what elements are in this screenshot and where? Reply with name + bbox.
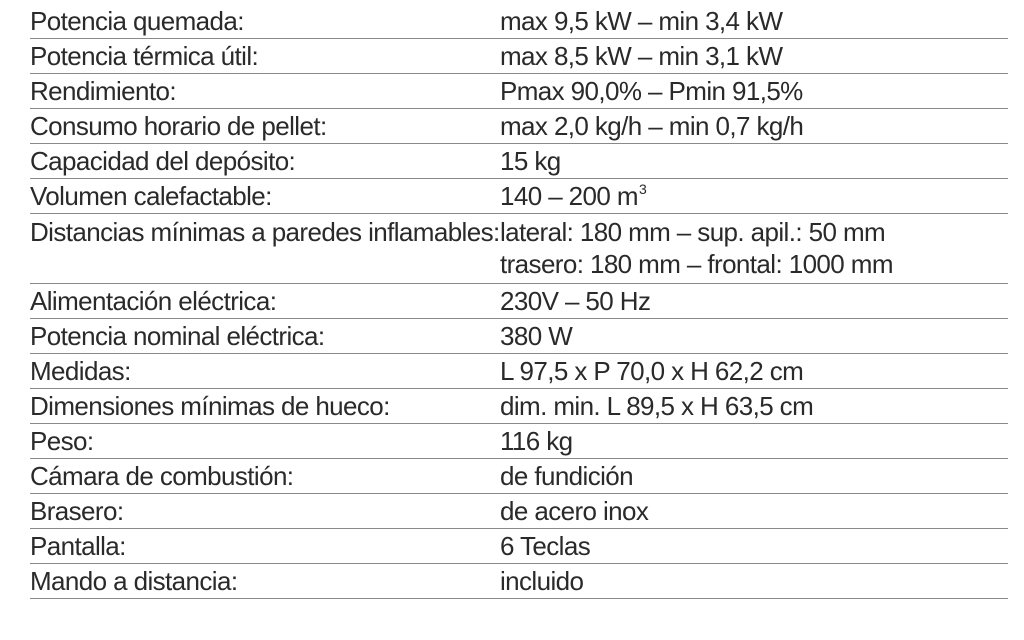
spec-row-capacidad [30,144,1008,179]
spec-value: max 8,5 kW – min 3,1 kW [500,41,783,71]
spec-label: Pantalla: [30,531,126,561]
spec-label: Brasero: [30,496,124,526]
spec-value: 230V – 50 Hz [500,286,651,316]
spec-value: 380 W [500,321,573,351]
spec-label: Alimentación eléctrica: [30,286,277,316]
spec-value: L 97,5 x P 70,0 x H 62,2 cm [500,356,804,386]
spec-row-alimentacion [30,284,1008,319]
spec-label: Medidas: [30,356,131,386]
spec-value: max 9,5 kW – min 3,4 kW [500,6,783,36]
spec-row-dimensiones-hueco [30,389,1008,424]
spec-label: Potencia nominal eléctrica: [30,321,325,351]
spec-row-potencia-nominal [30,319,1008,354]
spec-value: 15 kg [500,146,561,176]
spec-label: Dimensiones mínimas de hueco: [30,391,390,421]
spec-label: Capacidad del depósito: [30,146,296,176]
spec-label: Peso: [30,426,94,456]
spec-row-distancias [30,214,1008,284]
spec-row-pantalla [30,529,1008,564]
spec-value: incluido [500,566,584,596]
spec-value [500,216,1008,283]
spec-label: Cámara de combustión: [30,461,294,491]
spec-label: Mando a distancia: [30,566,238,596]
spec-value-line-2: trasero: 180 mm – frontal: 1000 mm [500,249,893,279]
spec-value: 6 Teclas [500,531,591,561]
spec-label: Potencia quemada: [30,6,244,36]
spec-value: Pmax 90,0% – Pmin 91,5% [500,76,803,106]
spec-value: max 2,0 kg/h – min 0,7 kg/h [500,111,804,141]
spec-value: dim. min. L 89,5 x H 63,5 cm [500,391,814,421]
spec-row-consumo [30,109,1008,144]
spec-row-peso [30,424,1008,459]
superscript-exponent: 3 [638,181,647,197]
spec-label: Rendimiento: [30,76,176,106]
spec-label: Potencia térmica útil: [30,41,259,71]
spec-value-text: 140 – 200 m [500,181,638,211]
spec-row-volumen [30,179,1008,214]
spec-row-potencia-quemada [30,4,1008,39]
spec-label: Volumen calefactable: [30,181,272,211]
spec-label: Consumo horario de pellet: [30,111,327,141]
spec-row-camara [30,459,1008,494]
spec-row-brasero [30,494,1008,529]
spec-value: de fundición [500,461,634,491]
spec-label: Distancias mínimas a paredes inflamables: [30,217,500,247]
spec-value: 116 kg [500,426,573,456]
spec-row-potencia-termica [30,39,1008,74]
spec-value [500,179,1008,213]
spec-value-line-1: lateral: 180 mm – sup. apil.: 50 mm [500,217,886,247]
spec-row-rendimiento [30,74,1008,109]
spec-value: de acero inox [500,496,649,526]
spec-table [30,4,1008,599]
spec-row-medidas [30,354,1008,389]
spec-row-mando [30,564,1008,599]
